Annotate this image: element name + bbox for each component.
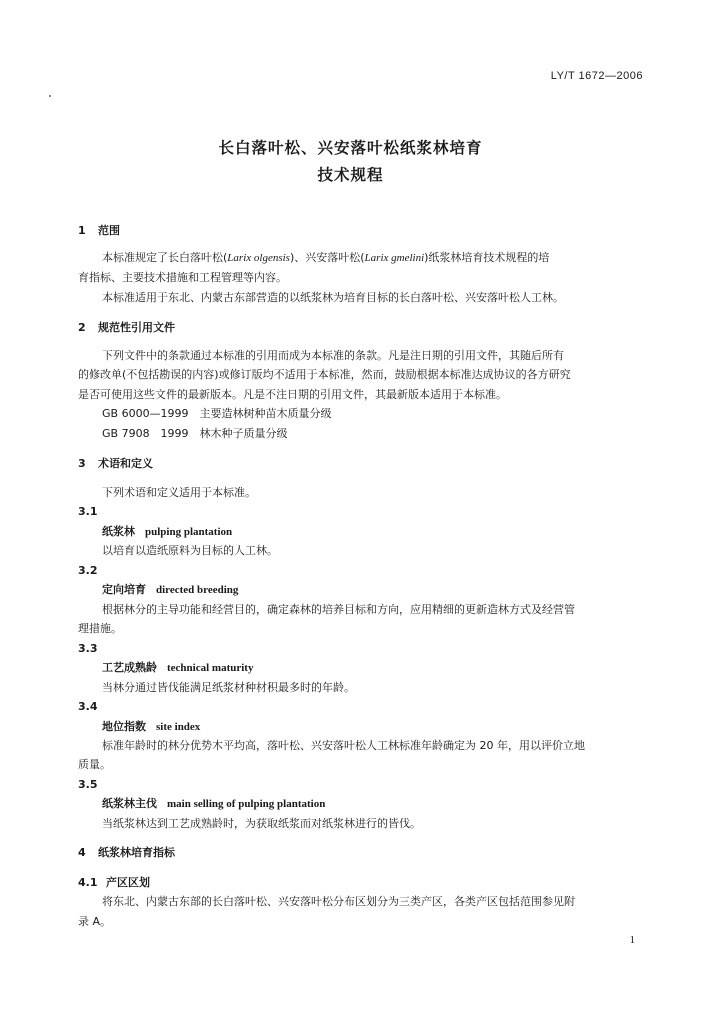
section-1-heading: 1 范围 <box>78 224 120 237</box>
term-3-5-number: 3.5 <box>78 778 98 791</box>
term-3-4-number: 3.4 <box>78 700 98 713</box>
term-3-3-definition: 当林分通过皆伐能满足纸浆材种材积最多时的年龄。 <box>102 681 355 694</box>
term-3-2-title: 定向培育 directed breeding <box>102 583 239 596</box>
term-3-1-title: 纸浆林 pulping plantation <box>102 525 233 538</box>
section-1-para-1-cont: 育指标、主要技术措施和工程管理等内容。 <box>78 271 287 284</box>
term-3-2-definition-cont: 理措施。 <box>78 622 122 635</box>
section-2-para-1-cont-2: 是否可使用这些文件的最新版本。凡是不注日期的引用文件，其最新版本适用于本标准。 <box>78 388 507 401</box>
term-3-3-title: 工艺成熟龄 technical maturity <box>102 661 254 674</box>
term-3-2-number: 3.2 <box>78 564 98 577</box>
term-3-4-definition-cont: 质量。 <box>78 758 111 771</box>
term-3-1-number: 3.1 <box>78 505 98 518</box>
standard-code: LY/T 1672—2006 <box>550 70 643 82</box>
scan-speck <box>49 95 51 97</box>
term-3-4-definition: 标准年龄时的林分优势木平均高，落叶松、兴安落叶松人工林标准年龄确定为 20 年，用以评价立地 <box>102 739 585 752</box>
reference-2: GB 7908 1999 林木种子质量分级 <box>102 427 288 440</box>
term-3-3-number: 3.3 <box>78 642 98 655</box>
term-3-2-definition: 根据林分的主导功能和经营目的，确定森林的培养目标和方向，应用精细的更新造林方式及经营管 <box>102 603 575 616</box>
term-3-5-definition: 当纸浆林达到工艺成熟龄时，为获取纸浆而对纸浆林进行的皆伐。 <box>102 817 421 830</box>
section-1-para-1: 本标准规定了长白落叶松(Larix olgensis)、兴安落叶松(Larix gmelini)纸浆林培育技术规程的培 <box>102 251 550 264</box>
section-4-heading: 4 纸浆林培育指标 <box>78 846 175 859</box>
reference-1: GB 6000—1999 主要造林树种苗木质量分级 <box>102 407 332 420</box>
subsection-4-1-para-cont: 录 A。 <box>78 915 112 928</box>
doc-title-line1: 长白落叶松、兴安落叶松纸浆林培育 <box>218 139 483 157</box>
term-3-4-title: 地位指数 site index <box>102 720 201 733</box>
term-3-1-definition: 以培育以造纸原料为目标的人工林。 <box>102 544 278 557</box>
subsection-4-1-heading: 4.1 产区区划 <box>78 876 150 889</box>
subsection-4-1-para: 将东北、内蒙古东部的长白落叶松、兴安落叶松分布区划分为三类产区，各类产区包括范围参见附 <box>102 895 575 908</box>
section-2-para-1-cont-1: 的修改单(不包括勘误的内容)或修订版均不适用于本标准，然而，鼓励根据本标准达成协议的各方研究 <box>78 368 571 381</box>
term-3-5-title: 纸浆林主伐 main selling of pulping plantation <box>102 797 326 810</box>
section-3-heading: 3 术语和定义 <box>78 457 153 470</box>
doc-title-line2: 技术规程 <box>317 166 384 184</box>
page-number: 1 <box>629 934 635 946</box>
section-2-para-1: 下列文件中的条款通过本标准的引用而成为本标准的条款。凡是注日期的引用文件，其随后所有 <box>102 349 564 362</box>
section-1-para-2: 本标准适用于东北、内蒙古东部营造的以纸浆林为培育目标的长白落叶松、兴安落叶松人工林。 <box>102 291 564 304</box>
section-3-intro: 下列术语和定义适用于本标准。 <box>102 486 256 499</box>
section-2-heading: 2 规范性引用文件 <box>78 321 175 334</box>
